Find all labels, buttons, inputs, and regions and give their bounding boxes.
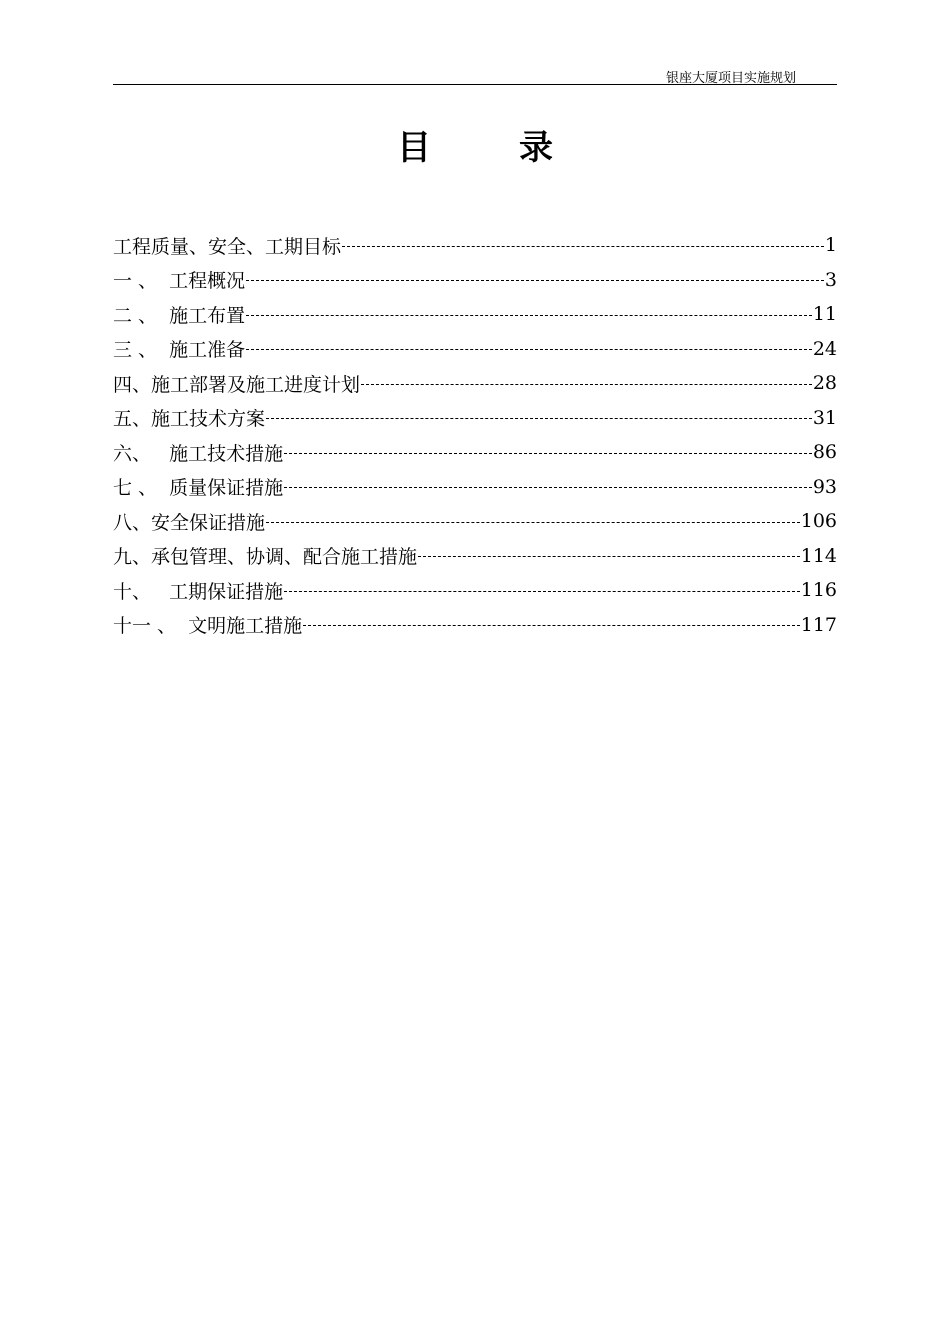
toc-entry-label: 七 、 质量保证措施 xyxy=(113,477,284,500)
toc-entry-page: 116 xyxy=(800,579,837,602)
toc-entry-page: 31 xyxy=(812,406,837,429)
toc-leader xyxy=(266,418,812,419)
toc-entry-page: 28 xyxy=(812,372,837,395)
toc-entry-page: 3 xyxy=(824,268,837,291)
toc-entry-label: 十、 工期保证措施 xyxy=(113,580,284,603)
toc-leader xyxy=(284,487,812,488)
toc-entry-page: 106 xyxy=(800,510,837,533)
toc-entry-label: 九、承包管理、协调、配合施工措施 xyxy=(113,546,418,569)
toc-entry[interactable] xyxy=(113,332,837,367)
toc-entry-page: 24 xyxy=(812,337,837,360)
title-char-2: 录 xyxy=(519,128,553,168)
toc-entry[interactable] xyxy=(113,435,837,470)
toc-entry-label: 二 、 施工布置 xyxy=(113,304,246,327)
toc-entry-label: 三 、 施工准备 xyxy=(113,339,246,362)
toc-entry-page: 11 xyxy=(812,303,837,326)
toc-entry[interactable] xyxy=(113,263,837,298)
toc-entry-page: 1 xyxy=(824,234,837,257)
toc-leader xyxy=(303,625,800,626)
toc-entry-page: 86 xyxy=(812,441,837,464)
toc-entry[interactable] xyxy=(113,470,837,505)
toc-entry[interactable] xyxy=(113,366,837,401)
toc-entry-label: 十一 、 文明施工措施 xyxy=(113,615,303,638)
toc-leader xyxy=(361,384,812,385)
toc-entry[interactable] xyxy=(113,608,837,643)
toc-entry[interactable] xyxy=(113,401,837,436)
toc-entry[interactable] xyxy=(113,573,837,608)
toc-leader xyxy=(418,556,800,557)
toc-entry-label: 一 、 工程概况 xyxy=(113,270,246,293)
toc-entry[interactable] xyxy=(113,297,837,332)
toc-entry[interactable] xyxy=(113,228,837,263)
toc-entry[interactable] xyxy=(113,539,837,574)
toc-entry[interactable] xyxy=(113,504,837,539)
toc-entry-label: 六、 施工技术措施 xyxy=(113,442,284,465)
toc-leader xyxy=(246,280,824,281)
toc-leader xyxy=(246,315,812,316)
toc-entry-label: 工程质量、安全、工期目标 xyxy=(113,235,342,258)
toc-leader xyxy=(342,246,824,247)
toc-entry-page: 114 xyxy=(800,544,837,567)
toc-entry-page: 117 xyxy=(800,613,837,636)
header-rule xyxy=(113,84,837,85)
toc-entry-label: 四、施工部署及施工进度计划 xyxy=(113,373,361,396)
toc-leader xyxy=(284,591,800,592)
title-char-1: 目 xyxy=(397,128,431,168)
toc-leader xyxy=(284,453,812,454)
toc-leader xyxy=(246,349,812,350)
toc-entry-page: 93 xyxy=(812,475,837,498)
toc-entry-label: 五、施工技术方案 xyxy=(113,408,266,431)
table-of-contents xyxy=(113,228,837,642)
toc-leader xyxy=(266,522,800,523)
page-title xyxy=(0,120,950,169)
running-header: 银座大厦项目实施规划 xyxy=(665,71,796,86)
toc-entry-label: 八、安全保证措施 xyxy=(113,511,266,534)
